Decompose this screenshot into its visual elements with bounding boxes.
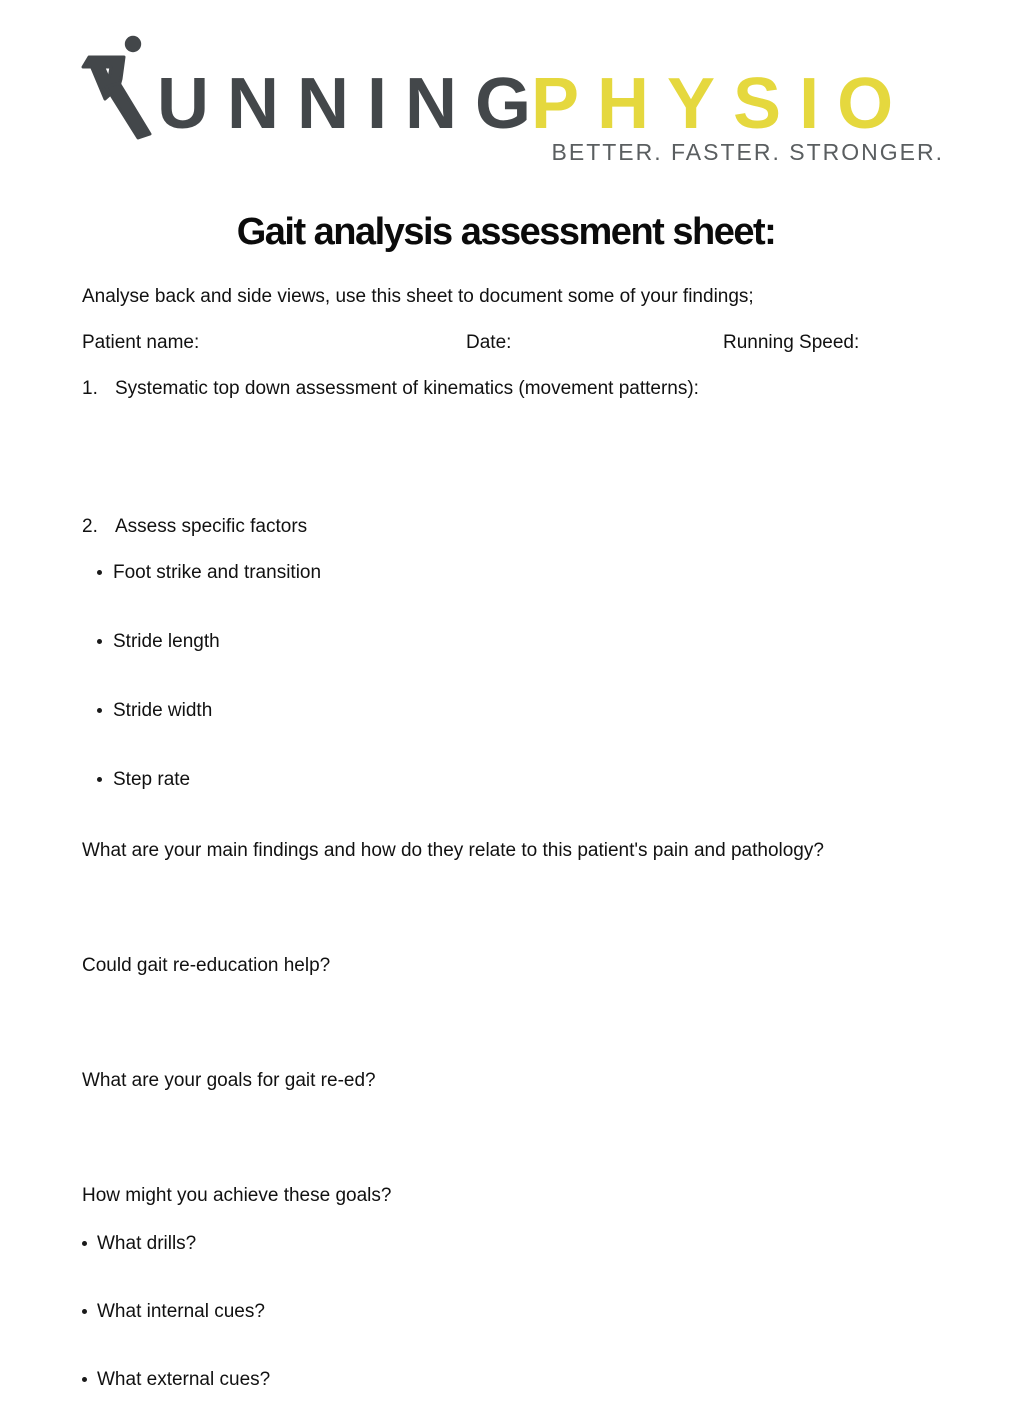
section-1-heading	[82, 377, 940, 400]
specific-factors-list	[82, 561, 940, 791]
logo-text-physio: PHYSIO	[531, 64, 912, 144]
runningphysio-logo	[78, 34, 944, 165]
question-reeducation: Could gait re-education help?	[82, 955, 331, 976]
factor-label: Step rate	[113, 769, 191, 790]
intro-text: Analyse back and side views, use this sheet to document some of your findings;	[82, 286, 754, 307]
bullet-icon	[82, 1241, 87, 1246]
list-item	[82, 1232, 940, 1255]
factor-label: Stride length	[113, 631, 220, 652]
question-goals: What are your goals for gait re-ed?	[82, 1070, 376, 1091]
bullet-icon	[97, 777, 102, 782]
factor-label: Foot strike and transition	[113, 562, 322, 583]
achieve-goals-list	[82, 1232, 940, 1391]
runner-r-icon	[78, 34, 155, 140]
bullet-icon	[97, 570, 102, 575]
date-label: Date:	[466, 332, 512, 353]
achieve-bullet-label: What external cues?	[97, 1369, 271, 1390]
question-findings: What are your main findings and how do they relate to this patient's pain and pathology?	[82, 840, 824, 861]
bullet-icon	[97, 708, 102, 713]
achieve-bullet-label: What internal cues?	[97, 1301, 265, 1322]
bullet-icon	[82, 1309, 87, 1314]
bullet-icon	[97, 639, 102, 644]
patient-name-label: Patient name:	[82, 332, 200, 353]
section-1-text: Systematic top down assessment of kinematics (movement patterns):	[115, 378, 699, 399]
section-2-text: Assess specific factors	[115, 516, 308, 537]
bullet-icon	[82, 1377, 87, 1382]
logo-wordmark	[78, 34, 944, 144]
list-item	[82, 561, 940, 584]
fields-row	[82, 331, 940, 354]
section-1-number: 1.	[82, 378, 98, 399]
section-2-heading	[82, 515, 940, 538]
achieve-bullet-label: What drills?	[97, 1233, 197, 1254]
page-title: Gait analysis assessment sheet:	[236, 211, 776, 253]
list-item	[82, 768, 940, 791]
list-item	[82, 630, 940, 653]
logo-tagline: BETTER. FASTER. STRONGER.	[551, 139, 944, 165]
section-2-number: 2.	[82, 516, 98, 537]
list-item	[82, 699, 940, 722]
list-item	[82, 1368, 940, 1391]
factor-label: Stride width	[113, 700, 213, 721]
running-speed-label: Running Speed:	[723, 332, 860, 353]
question-achieve: How might you achieve these goals?	[82, 1185, 392, 1206]
list-item	[82, 1300, 940, 1323]
logo-text-running: UNNING	[157, 64, 549, 144]
